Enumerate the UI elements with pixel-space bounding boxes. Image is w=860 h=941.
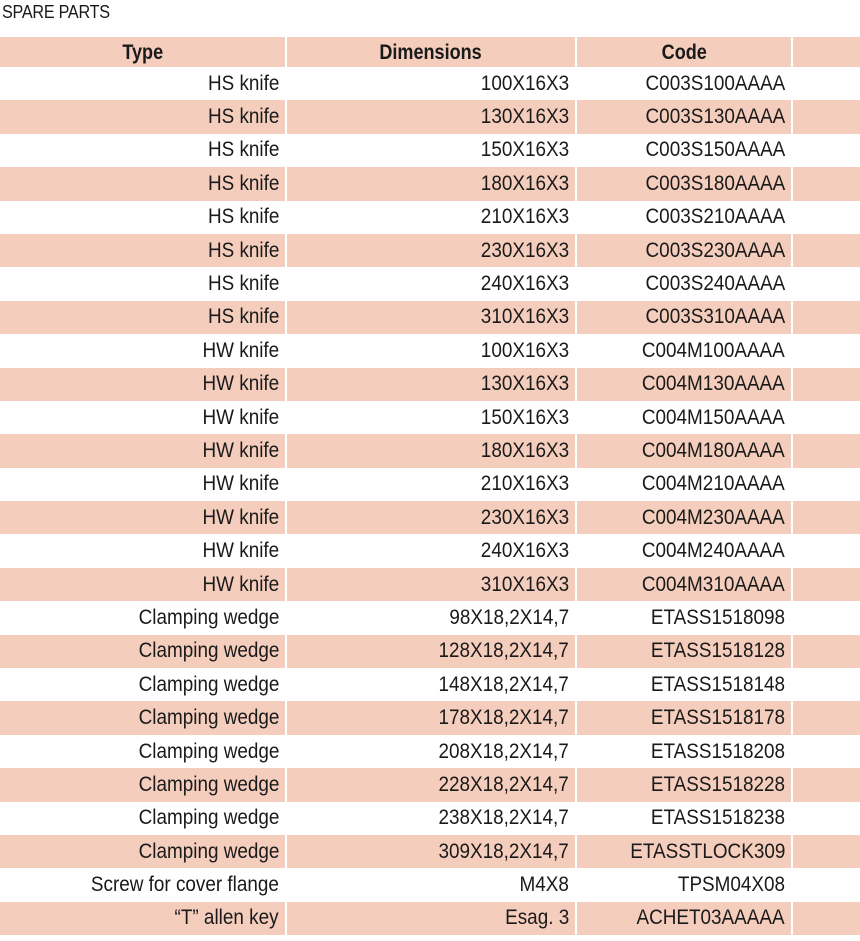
column-header-label: Code [661, 41, 707, 64]
cell-code-text: ETASS1518238 [650, 806, 785, 830]
cell-code [576, 401, 792, 434]
cell-spacer [792, 234, 860, 267]
cell-dimensions-text: Esag. 3 [504, 906, 569, 930]
cell-code [576, 234, 792, 267]
cell-spacer [792, 201, 860, 234]
cell-type [0, 568, 286, 601]
cell-type [0, 534, 286, 567]
cell-type-text: “T” allen key [175, 906, 279, 930]
cell-dimensions-text: 98X18,2X14,7 [449, 605, 569, 629]
cell-type [0, 468, 286, 501]
cell-type-text: HS knife [207, 138, 279, 162]
cell-type-text: HW knife [202, 338, 279, 362]
cell-type-text: Clamping wedge [138, 605, 279, 629]
cell-dimensions [286, 768, 576, 801]
cell-dimensions [286, 368, 576, 401]
cell-code-text: C004M180AAAA [642, 438, 785, 462]
cell-code-text: C004M310AAAA [642, 572, 785, 596]
cell-type [0, 802, 286, 835]
cell-type [0, 668, 286, 701]
cell-dimensions-text: 130X16X3 [480, 105, 569, 129]
cell-code [576, 301, 792, 334]
cell-dimensions-text: 230X16X3 [480, 238, 569, 262]
table-row [0, 601, 860, 634]
cell-dimensions [286, 902, 576, 935]
cell-type [0, 201, 286, 234]
table-row [0, 635, 860, 668]
table-row [0, 167, 860, 200]
cell-code [576, 568, 792, 601]
cell-dimensions-text: 150X16X3 [480, 138, 569, 162]
cell-code-text: C003S310AAAA [645, 305, 785, 329]
table-row [0, 134, 860, 167]
cell-dimensions [286, 802, 576, 835]
cell-type-text: Clamping wedge [138, 672, 279, 696]
cell-spacer [792, 735, 860, 768]
cell-type [0, 234, 286, 267]
cell-type [0, 267, 286, 300]
table-row [0, 735, 860, 768]
table-row [0, 534, 860, 567]
cell-code [576, 668, 792, 701]
cell-code [576, 100, 792, 133]
cell-code-text: ETASS1518208 [650, 739, 785, 763]
cell-spacer [792, 100, 860, 133]
cell-type-text: HW knife [202, 372, 279, 396]
cell-spacer [792, 334, 860, 367]
cell-spacer [792, 434, 860, 467]
cell-code-text: C004M230AAAA [642, 505, 785, 529]
cell-type-text: Clamping wedge [138, 772, 279, 796]
cell-spacer [792, 568, 860, 601]
cell-dimensions-text: 208X18,2X14,7 [438, 739, 569, 763]
cell-type-text: HW knife [202, 438, 279, 462]
cell-dimensions [286, 301, 576, 334]
cell-dimensions-text: 210X16X3 [480, 472, 569, 496]
cell-type [0, 134, 286, 167]
cell-spacer [792, 701, 860, 734]
cell-code-text: ETASS1518098 [650, 605, 785, 629]
cell-type [0, 401, 286, 434]
cell-type-text: HW knife [202, 405, 279, 429]
cell-dimensions-text: 178X18,2X14,7 [438, 706, 569, 730]
table-row [0, 301, 860, 334]
cell-spacer [792, 468, 860, 501]
table-row [0, 267, 860, 300]
cell-spacer [792, 368, 860, 401]
cell-dimensions [286, 635, 576, 668]
cell-dimensions-text: 238X18,2X14,7 [438, 806, 569, 830]
cell-type-text: HS knife [207, 71, 279, 95]
cell-type-text: Clamping wedge [138, 839, 279, 863]
cell-code [576, 134, 792, 167]
cell-dimensions [286, 100, 576, 133]
cell-type [0, 635, 286, 668]
spare-parts-table [0, 37, 860, 935]
cell-spacer [792, 601, 860, 634]
cell-type-text: HS knife [207, 305, 279, 329]
cell-code-text: C004M150AAAA [642, 405, 785, 429]
cell-type-text: Screw for cover flange [90, 873, 279, 897]
cell-code [576, 534, 792, 567]
cell-code [576, 835, 792, 868]
cell-spacer [792, 134, 860, 167]
cell-code-text: ETASS1518148 [650, 672, 785, 696]
page-title: SPARE PARTS [2, 2, 110, 22]
cell-dimensions [286, 267, 576, 300]
cell-code-text: TPSM04X08 [677, 873, 785, 897]
cell-code [576, 735, 792, 768]
table-row [0, 768, 860, 801]
column-header-label: Type [122, 41, 163, 64]
cell-code [576, 67, 792, 100]
table-row [0, 67, 860, 100]
cell-dimensions [286, 835, 576, 868]
cell-code [576, 635, 792, 668]
cell-code [576, 334, 792, 367]
cell-dimensions-text: 180X16X3 [480, 438, 569, 462]
column-header-dimensions [286, 37, 576, 67]
cell-type-text: HS knife [207, 171, 279, 195]
cell-dimensions-text: 240X16X3 [480, 539, 569, 563]
cell-dimensions-text: 130X16X3 [480, 372, 569, 396]
cell-spacer [792, 768, 860, 801]
cell-type [0, 434, 286, 467]
cell-code [576, 701, 792, 734]
cell-type-text: Clamping wedge [138, 806, 279, 830]
cell-dimensions [286, 735, 576, 768]
cell-code [576, 468, 792, 501]
cell-dimensions-text: 100X16X3 [480, 71, 569, 95]
cell-dimensions-text: 128X18,2X14,7 [438, 639, 569, 663]
cell-dimensions [286, 701, 576, 734]
cell-code [576, 802, 792, 835]
cell-code-text: ETASS1518178 [650, 706, 785, 730]
cell-dimensions [286, 334, 576, 367]
cell-code-text: C004M240AAAA [642, 539, 785, 563]
cell-type [0, 301, 286, 334]
column-header-code [576, 37, 792, 67]
cell-dimensions [286, 668, 576, 701]
cell-dimensions-text: 230X16X3 [480, 505, 569, 529]
cell-dimensions-text: 150X16X3 [480, 405, 569, 429]
cell-type-text: HW knife [202, 505, 279, 529]
cell-dimensions-text: 180X16X3 [480, 171, 569, 195]
cell-code [576, 868, 792, 901]
column-header-spacer [792, 37, 860, 67]
cell-type [0, 735, 286, 768]
cell-spacer [792, 401, 860, 434]
cell-type [0, 67, 286, 100]
cell-dimensions-text: M4X8 [519, 873, 569, 897]
cell-type [0, 868, 286, 901]
cell-dimensions-text: 310X16X3 [480, 572, 569, 596]
cell-type [0, 167, 286, 200]
cell-type-text: Clamping wedge [138, 706, 279, 730]
cell-spacer [792, 835, 860, 868]
cell-code [576, 902, 792, 935]
cell-spacer [792, 868, 860, 901]
cell-type [0, 368, 286, 401]
cell-type [0, 334, 286, 367]
cell-code-text: C003S210AAAA [645, 205, 785, 229]
cell-type [0, 835, 286, 868]
cell-code-text: C003S180AAAA [645, 171, 785, 195]
cell-code-text: ACHET03AAAAA [636, 906, 785, 930]
table-row [0, 802, 860, 835]
cell-code-text: C004M210AAAA [642, 472, 785, 496]
table-row [0, 100, 860, 133]
cell-code-text: ETASS1518228 [650, 772, 785, 796]
cell-spacer [792, 668, 860, 701]
cell-code-text: C003S230AAAA [645, 238, 785, 262]
cell-dimensions [286, 468, 576, 501]
cell-code-text: ETASSTLOCK309 [629, 839, 785, 863]
cell-type-text: HW knife [202, 472, 279, 496]
cell-code [576, 501, 792, 534]
cell-type-text: HS knife [207, 105, 279, 129]
cell-type-text: Clamping wedge [138, 639, 279, 663]
table-row [0, 334, 860, 367]
cell-dimensions [286, 67, 576, 100]
table-header-row [0, 37, 860, 67]
table-row [0, 434, 860, 467]
table-row [0, 501, 860, 534]
cell-spacer [792, 802, 860, 835]
cell-code-text: C003S240AAAA [645, 272, 785, 296]
cell-code-text: C003S130AAAA [645, 105, 785, 129]
cell-spacer [792, 67, 860, 100]
cell-dimensions [286, 134, 576, 167]
cell-dimensions [286, 534, 576, 567]
cell-dimensions [286, 434, 576, 467]
cell-dimensions [286, 568, 576, 601]
cell-type-text: HS knife [207, 272, 279, 296]
table-row [0, 568, 860, 601]
cell-type-text: HS knife [207, 238, 279, 262]
cell-dimensions-text: 309X18,2X14,7 [438, 839, 569, 863]
cell-dimensions-text: 210X16X3 [480, 205, 569, 229]
cell-type-text: HW knife [202, 539, 279, 563]
cell-spacer [792, 635, 860, 668]
cell-dimensions [286, 201, 576, 234]
cell-code [576, 434, 792, 467]
cell-code-text: C004M100AAAA [642, 338, 785, 362]
cell-type [0, 902, 286, 935]
cell-dimensions [286, 868, 576, 901]
table-row [0, 368, 860, 401]
cell-code [576, 201, 792, 234]
cell-code [576, 601, 792, 634]
cell-spacer [792, 301, 860, 334]
cell-dimensions-text: 148X18,2X14,7 [438, 672, 569, 696]
cell-code [576, 768, 792, 801]
table-row [0, 234, 860, 267]
cell-dimensions [286, 601, 576, 634]
table-row [0, 668, 860, 701]
cell-type-text: Clamping wedge [138, 739, 279, 763]
cell-code [576, 267, 792, 300]
cell-spacer [792, 501, 860, 534]
cell-spacer [792, 534, 860, 567]
cell-spacer [792, 902, 860, 935]
table-row [0, 868, 860, 901]
cell-type [0, 100, 286, 133]
table-row [0, 201, 860, 234]
table-row [0, 701, 860, 734]
table-row [0, 902, 860, 935]
cell-type [0, 768, 286, 801]
cell-dimensions [286, 501, 576, 534]
cell-code [576, 167, 792, 200]
cell-code-text: C004M130AAAA [642, 372, 785, 396]
cell-code-text: C003S100AAAA [645, 71, 785, 95]
cell-dimensions-text: 228X18,2X14,7 [438, 772, 569, 796]
cell-type [0, 601, 286, 634]
cell-type [0, 501, 286, 534]
cell-type-text: HW knife [202, 572, 279, 596]
cell-dimensions [286, 234, 576, 267]
cell-dimensions [286, 401, 576, 434]
cell-spacer [792, 167, 860, 200]
cell-dimensions-text: 240X16X3 [480, 272, 569, 296]
cell-dimensions-text: 310X16X3 [480, 305, 569, 329]
cell-dimensions [286, 167, 576, 200]
table-row [0, 835, 860, 868]
cell-type [0, 701, 286, 734]
cell-code-text: ETASS1518128 [650, 639, 785, 663]
cell-code [576, 368, 792, 401]
table-row [0, 468, 860, 501]
cell-spacer [792, 267, 860, 300]
table-row [0, 401, 860, 434]
column-header-type [0, 37, 286, 67]
cell-code-text: C003S150AAAA [645, 138, 785, 162]
cell-type-text: HS knife [207, 205, 279, 229]
column-header-label: Dimensions [379, 41, 483, 64]
cell-dimensions-text: 100X16X3 [480, 338, 569, 362]
